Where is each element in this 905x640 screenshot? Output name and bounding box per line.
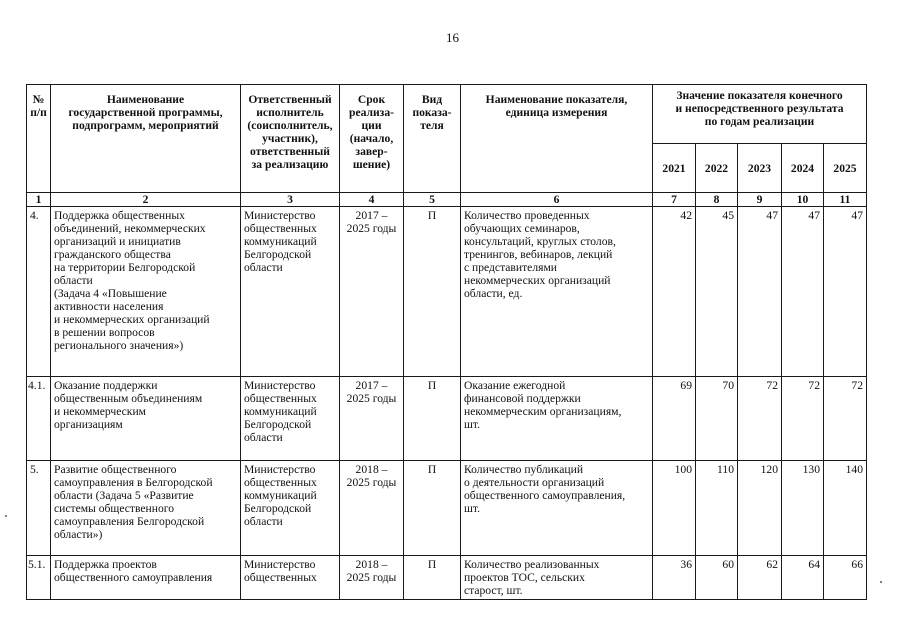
row-num: 4.1. — [27, 377, 51, 461]
column-number: 9 — [738, 193, 782, 207]
row-value-2021: 100 — [653, 461, 696, 556]
table-row — [27, 556, 867, 600]
row-term: 2017 – 2025 годы — [340, 207, 404, 377]
row-value-2022: 60 — [696, 556, 738, 600]
row-type: П — [404, 207, 461, 377]
row-value-2021: 69 — [653, 377, 696, 461]
row-name: Развитие общественного самоуправления в Белгородской области (Задача 5 «Развитие системы общественного самоуправления Белгородской области») — [51, 461, 241, 556]
row-value-2023: 72 — [738, 377, 782, 461]
row-value-2022: 110 — [696, 461, 738, 556]
header-col-term: Срок реализа- ции (начало, завер- шение) — [340, 85, 404, 193]
row-responsible: Министерство общественных — [241, 556, 340, 600]
row-value-2023: 120 — [738, 461, 782, 556]
header-col-values: Значение показателя конечного и непосредственного результата по годам реализации — [653, 85, 867, 144]
header-col-num: № п/п — [27, 85, 51, 193]
header-year-2023: 2023 — [738, 143, 782, 193]
column-number: 5 — [404, 193, 461, 207]
row-value-2024: 47 — [782, 207, 824, 377]
row-indicator: Количество проведенных обучающих семинаров, консультаций, круглых столов, тренингов, вебинаров, лекций с представителями некоммерческих организаций области, ед. — [461, 207, 653, 377]
header-col-responsible: Ответственный исполнитель (соисполнитель, участник), ответственный за реализацию — [241, 85, 340, 193]
scan-speck — [5, 515, 7, 517]
row-value-2024: 64 — [782, 556, 824, 600]
row-value-2025: 66 — [824, 556, 867, 600]
row-responsible: Министерство общественных коммуникаций Белгородской области — [241, 461, 340, 556]
table-row — [27, 461, 867, 556]
row-name: Оказание поддержки общественным объединениям и некоммерческим организациям — [51, 377, 241, 461]
row-indicator: Оказание ежегодной финансовой поддержки некоммерческим организациям, шт. — [461, 377, 653, 461]
header-row — [27, 85, 867, 144]
header-col-name: Наименование государственной программы, подпрограмм, мероприятий — [51, 85, 241, 193]
row-num: 5.1. — [27, 556, 51, 600]
row-indicator: Количество публикаций о деятельности организаций общественного самоуправления, шт. — [461, 461, 653, 556]
row-term: 2018 – 2025 годы — [340, 461, 404, 556]
row-value-2023: 62 — [738, 556, 782, 600]
row-type: П — [404, 556, 461, 600]
row-responsible: Министерство общественных коммуникаций Белгородской области — [241, 207, 340, 377]
row-num: 4. — [27, 207, 51, 377]
row-value-2023: 47 — [738, 207, 782, 377]
row-term: 2017 – 2025 годы — [340, 377, 404, 461]
column-number: 6 — [461, 193, 653, 207]
row-value-2025: 47 — [824, 207, 867, 377]
column-number: 11 — [824, 193, 867, 207]
column-numbers-row — [27, 193, 867, 207]
row-value-2022: 70 — [696, 377, 738, 461]
header-year-2021: 2021 — [653, 143, 696, 193]
row-name: Поддержка общественных объединений, некоммерческих организаций и инициатив гражданского общества на территории Белгородской области (Задача 4 «Повышение активности населения и некоммерческих организаций в решении вопросов регионального значения») — [51, 207, 241, 377]
column-number: 4 — [340, 193, 404, 207]
row-term: 2018 – 2025 годы — [340, 556, 404, 600]
column-number: 2 — [51, 193, 241, 207]
scan-speck — [880, 581, 882, 583]
row-type: П — [404, 461, 461, 556]
row-name: Поддержка проектов общественного самоуправления — [51, 556, 241, 600]
header-year-2024: 2024 — [782, 143, 824, 193]
row-value-2021: 36 — [653, 556, 696, 600]
page-number: 16 — [446, 30, 459, 45]
column-number: 10 — [782, 193, 824, 207]
table-row — [27, 377, 867, 461]
header-year-2022: 2022 — [696, 143, 738, 193]
table-row — [27, 207, 867, 377]
column-number: 3 — [241, 193, 340, 207]
header-col-type: Вид показа- теля — [404, 85, 461, 193]
row-num: 5. — [27, 461, 51, 556]
row-value-2021: 42 — [653, 207, 696, 377]
row-value-2024: 72 — [782, 377, 824, 461]
row-indicator: Количество реализованных проектов ТОС, сельских старост, шт. — [461, 556, 653, 600]
row-type: П — [404, 377, 461, 461]
row-value-2025: 140 — [824, 461, 867, 556]
row-responsible: Министерство общественных коммуникаций Белгородской области — [241, 377, 340, 461]
column-number: 1 — [27, 193, 51, 207]
row-value-2025: 72 — [824, 377, 867, 461]
column-number: 7 — [653, 193, 696, 207]
column-number: 8 — [696, 193, 738, 207]
header-year-2025: 2025 — [824, 143, 867, 193]
indicators-table — [26, 84, 867, 600]
header-col-indicator: Наименование показателя, единица измерения — [461, 85, 653, 193]
row-value-2024: 130 — [782, 461, 824, 556]
row-value-2022: 45 — [696, 207, 738, 377]
